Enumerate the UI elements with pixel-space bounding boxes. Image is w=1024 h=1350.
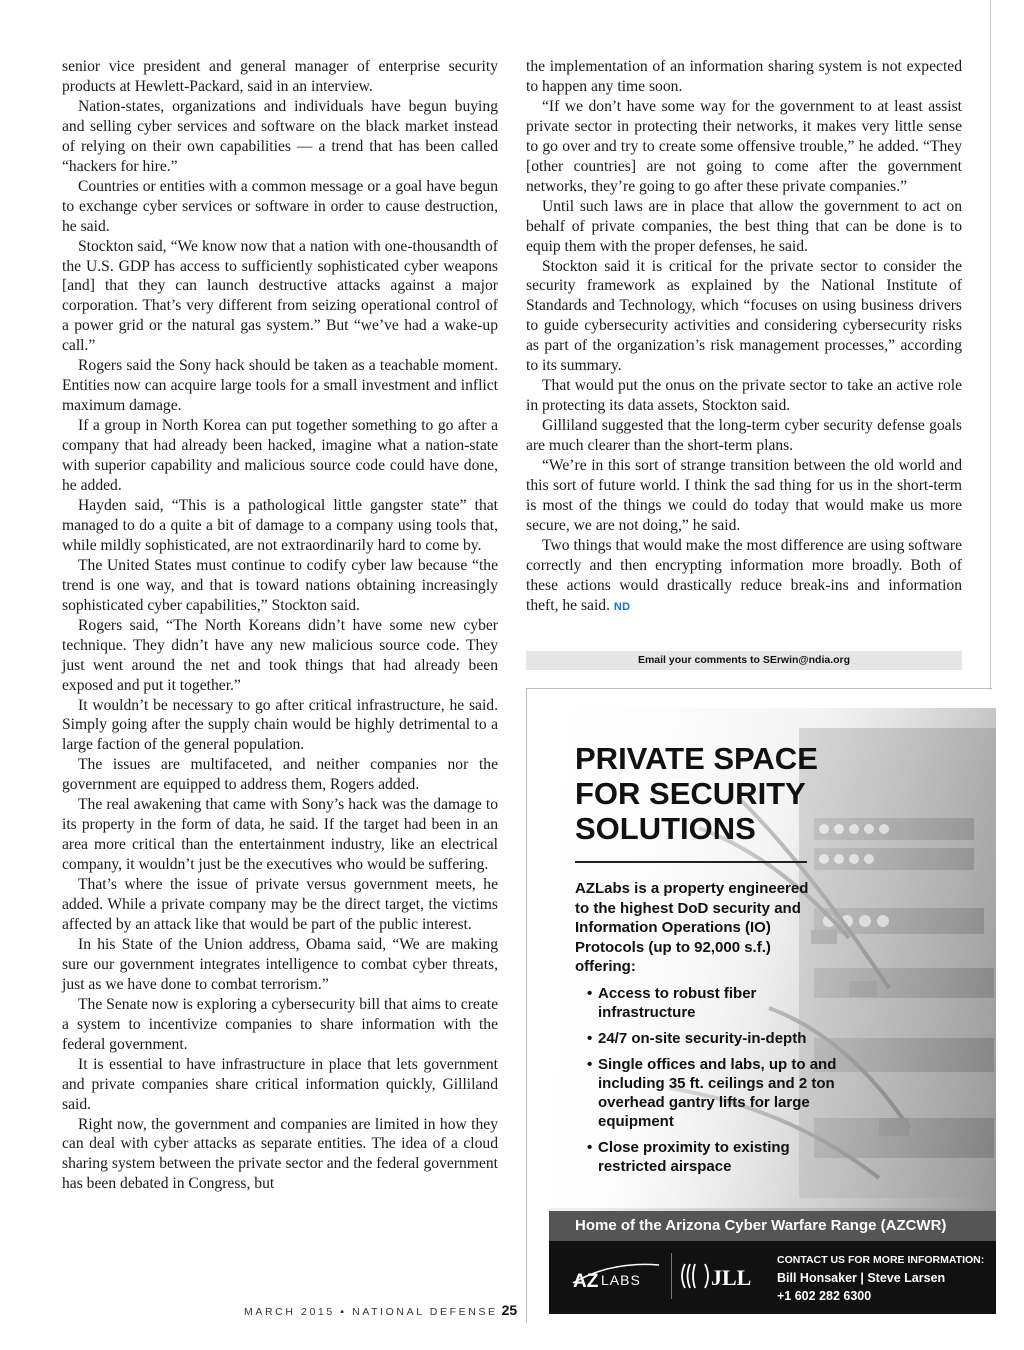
folio-text: MARCH 2015 ▪ NATIONAL DEFENSE — [244, 1306, 498, 1318]
azlabs-logo-labs: LABS — [601, 1272, 641, 1288]
paragraph: Rogers said the Sony hack should be taken as a teachable moment. Entities now can acquire large tools for a small investment and inflict maximum damage. — [62, 357, 498, 415]
paragraph: Until such laws are in place that allow the government to act on behalf of private companies, the best thing that can be done is to equip them with the proper defenses, he said. — [526, 197, 962, 255]
paragraph: Stockton said it is critical for the private sector to consider the security framework as explained by the National Institute of Standards and Technology, which “focuses on using business drivers to guide cybersecurity activities and considering cybersecurity risks as part of the organization’s risk management processes,” according to its summary. — [526, 257, 962, 375]
paragraph: Countries or entities with a common message or a goal have begun to exchange cyber services or software in order to cause destruction, he said. — [62, 177, 498, 235]
ad-headline — [575, 741, 818, 846]
bullet-icon: • — [587, 1056, 593, 1073]
list-item: • 24/7 on-site security-in-depth — [587, 1030, 807, 1047]
bullet-icon: • — [587, 1139, 593, 1156]
jll-logo — [681, 1260, 761, 1292]
ad-contact — [777, 1251, 984, 1305]
ad-intro: AZLabs is a property engineered to the highest DoD security and Information Operations (IO) Protocols (up to 92,000 s.f.) offering: — [575, 880, 809, 975]
email-prefix: Email your comments to — [637, 654, 763, 666]
article-column-left — [62, 57, 498, 1194]
paragraph: Right now, the government and companies are limited in how they can deal with cyber attacks as separate entities. The idea of a cloud sharing system between the private sector and the federal government has been debated in Congress, but — [62, 1115, 498, 1193]
bullet-icon: • — [587, 1030, 593, 1047]
paragraph: “If we don’t have some way for the government to at least assist private sector in protecting their networks, it makes very little sense to go over and try to create some offensive trouble,” he added. “They [other countries] are not going to come after the government networks, they’re going to go after these private companies.” — [526, 97, 962, 195]
ad-headline-rule — [575, 861, 807, 863]
email-comments-bar — [526, 651, 962, 670]
paragraph: Nation-states, organizations and individuals have begun buying and selling cyber services and software on the black market instead of relying on their own capabilities — a trend that has been called “hackers for hire.” — [62, 97, 498, 175]
paragraph: the implementation of an information sharing system is not expected to happen any time soon. — [526, 58, 962, 95]
ad-footer — [549, 1241, 996, 1314]
paragraph: The real awakening that came with Sony’s hack was the damage to its property in the form of data, he said. If the target had been in an area more critical than the entertainment industry, like an electrical company, it wouldn’t just be the executives who would be suffering. — [62, 796, 498, 874]
paragraph: senior vice president and general manager of enterprise security products at Hewlett-Packard, said in an interview. — [62, 58, 498, 95]
paragraph: Hayden said, “This is a pathological little gangster state” that managed to do a quite a bit of damage to a company using tools that, while mildly sophisticated, are not extraordinarily hard to come by. — [62, 496, 498, 554]
end-mark-nd: ND — [613, 600, 631, 613]
article-column-right — [526, 57, 962, 618]
ad-feature-list — [587, 984, 837, 1183]
ad-headline-line: FOR SECURITY — [575, 776, 806, 811]
paragraph: Two things that would make the most difference are using software correctly and then encrypting information more broadly. Both of these actions would drastically reduce break-ins and information theft, he said. ND — [526, 536, 962, 614]
logo-divider — [671, 1253, 672, 1299]
ad-headline-line: PRIVATE SPACE — [575, 741, 818, 776]
paragraph: That’s where the issue of private versus government meets, he added. While a private company may be the direct target, the victims affected by an attack like that would be part of the public interest. — [62, 876, 498, 933]
bullet-icon: • — [587, 985, 593, 1002]
azlabs-logo — [571, 1257, 667, 1301]
ad-headline-line: SOLUTIONS — [575, 811, 756, 846]
paragraph: In his State of the Union address, Obama said, “We are making sure our government integrates intelligence to combat cyber threats, just as we have done to combat terrorism.” — [62, 935, 498, 993]
contact-names: Bill Honsaker | Steve Larsen — [777, 1271, 946, 1285]
page-edge-rule — [990, 0, 991, 690]
contact-heading: CONTACT US FOR MORE INFORMATION: — [777, 1254, 985, 1266]
azlabs-advertisement — [549, 708, 996, 1314]
paragraph: It is essential to have infrastructure in place that lets government and private companies share critical information quickly, Gilliland said. — [62, 1055, 498, 1113]
paragraph: The issues are multifaceted, and neither companies nor the government are equipped to address them, Rogers added. — [62, 756, 498, 794]
paragraph: If a group in North Korea can put together something to go after a company that had already been hacked, imagine what a nation-state with superior capability and malicious source code could have done, he added. — [62, 417, 498, 495]
page-number: 25 — [501, 1302, 518, 1318]
ad-tagline-band: Home of the Arizona Cyber Warfare Range (AZCWR) — [549, 1211, 996, 1241]
paragraph: Stockton said, “We know now that a nation with one-thousandth of the U.S. GDP has access to sufficiently sophisticated cyber weapons [and] that they can launch destructive attacks against a major corporation. That’s very different from seizing operational control of a power grid or the natural gas system.” But “we’ve had a wake-up call.” — [62, 237, 498, 355]
paragraph: “We’re in this sort of strange transition between the old world and this sort of future world. I think the sad thing for us in the short-term is most of the things we could do today that would make us more secure, we are not doing,” he said. — [526, 457, 962, 534]
paragraph: The United States must continue to codify cyber law because “the trend is one way, and that is toward nations obtaining increasingly sophisticated cyber capabilities,” Stockton said. — [62, 556, 498, 614]
contact-phone[interactable]: +1 602 282 6300 — [777, 1289, 872, 1303]
page-folio — [244, 1302, 517, 1318]
paragraph: Rogers said, “The North Koreans didn’t have some new cyber technique. They didn’t have any new malicious source code. They just went around the net and took things that had already been exposed and put it together.” — [62, 616, 498, 694]
list-item: • Close proximity to existing restricted airspace — [587, 1139, 790, 1175]
email-link[interactable]: SErwin@ndia.org — [762, 654, 851, 666]
azlabs-logo-az: AZ — [573, 1271, 599, 1292]
list-item: • Single offices and labs, up to and including 35 ft. ceilings and 2 ton overhead gantry lifts for large equipment — [587, 1056, 837, 1130]
paragraph: Gilliland suggested that the long-term cyber security defense goals are much clearer than the short-term plans. — [526, 417, 962, 455]
list-item: • Access to robust fiber infrastructure — [587, 985, 757, 1021]
jll-logo-text: JLL — [711, 1265, 752, 1290]
paragraph: It wouldn’t be necessary to go after critical infrastructure, he said. Simply going after the supply chain would be highly detrimental to a large faction of the general population. — [62, 696, 498, 754]
paragraph: The Senate now is exploring a cybersecurity bill that aims to create a system to incentivize companies to share information with the federal government. — [62, 995, 498, 1053]
paragraph: That would put the onus on the private sector to take an active role in protecting its data assets, Stockton said. — [526, 377, 962, 415]
